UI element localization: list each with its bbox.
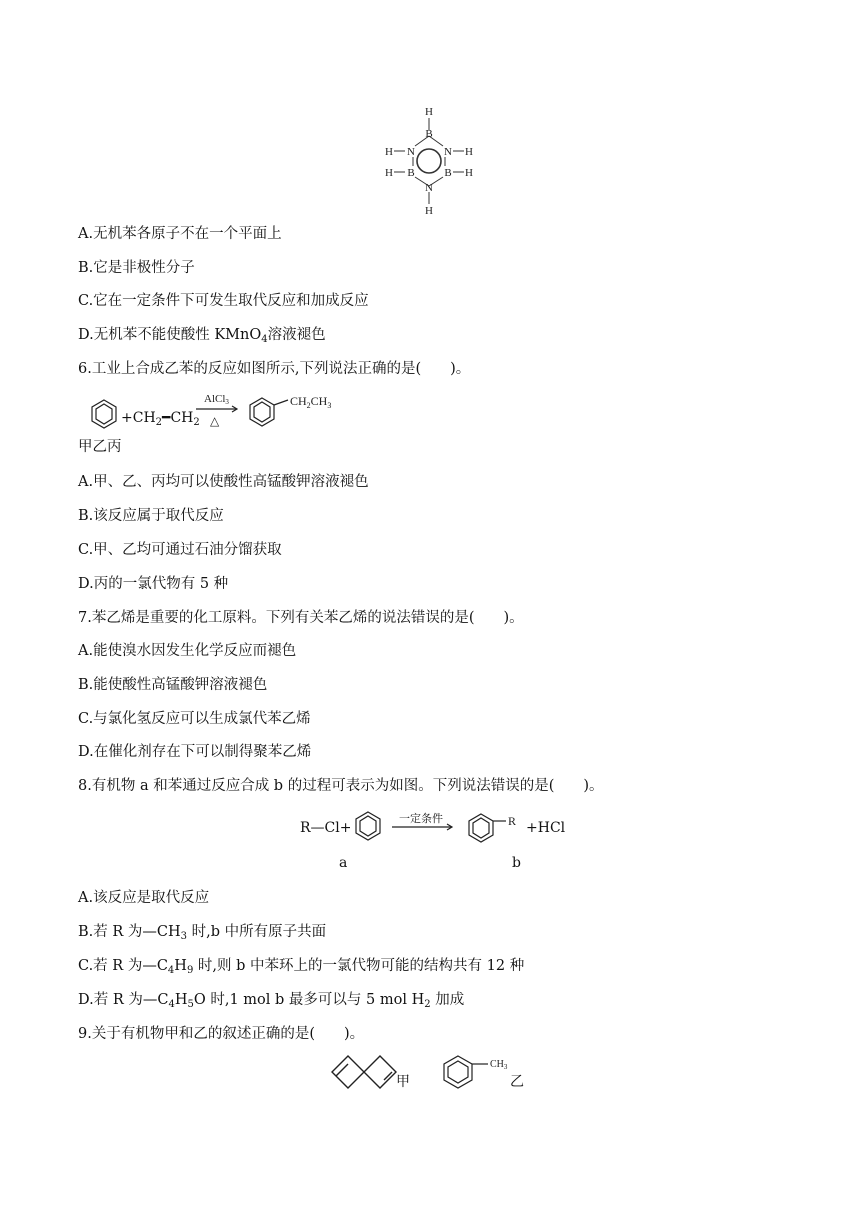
atom-n: N [425,182,433,194]
catalyst-label: AlCl3 [204,393,229,406]
q9-compound-jia [328,1052,412,1094]
product-r-group: R [508,814,517,828]
borazine-structure [378,102,482,218]
q6-option-c: C.甲、乙均可通过石油分馏获取 [78,542,282,558]
methyl-group: $CH_3$ [490,1059,508,1071]
q8-option-a: A.该反应是取代反应 [78,890,210,906]
product-ethyl-group: $CH_2CH_3$ [290,394,332,410]
q6-compound-labels: 甲乙丙 [78,439,122,455]
q9-compound-yi [436,1052,536,1096]
q8-byproduct: +HCl [526,820,566,836]
atom-h: H [425,106,433,118]
q9-stem: 9.关于有机物甲和乙的叙述正确的是( )。 [78,1026,365,1042]
atom-h: H [425,205,433,217]
atom-b: B [407,167,415,179]
q8-reaction-scheme [348,806,528,850]
q6-reaction-scheme [72,388,372,432]
q5-option-d: D.无机苯不能使酸性 KMnO$_4$溶液褪色 [78,327,326,345]
q7-option-c: C.与氯化氢反应可以生成氯代苯乙烯 [78,711,311,727]
q8-option-b: B.若 R 为$—CH_3$ 时,b 中所有原子共面 [78,924,327,942]
q7-option-a: A.能使溴水因发生化学反应而褪色 [78,643,297,659]
reaction-condition: 一定条件 [399,813,443,825]
label-yi: 乙 [510,1075,524,1090]
q5-option-a: A.无机苯各原子不在一个平面上 [78,226,282,242]
q6-option-b: B.该反应属于取代反应 [78,508,224,524]
q6-option-d: D.丙的一氯代物有 5 种 [78,576,229,592]
q5-option-b: B.它是非极性分子 [78,260,195,276]
label-jia: 甲 [396,1075,410,1090]
q8-stem: 8.有机物 a 和苯通过反应合成 b 的过程可表示为如图。下列说法错误的是( )。 [78,778,604,794]
q6-option-a: A.甲、乙、丙均可以使酸性高锰酸钾溶液褪色 [78,474,369,490]
atom-b: B [425,128,433,140]
q8-reactant: R—Cl+ [300,820,352,836]
q8-label-a: a [339,855,348,871]
q7-option-b: B.能使酸性高锰酸钾溶液褪色 [78,677,268,693]
atom-h: H [465,167,473,179]
atom-h: H [465,146,473,158]
q8-option-c: C.若 R 为$—C_4H_9$ 时,则 b 中苯环上的一氯代物可能的结构共有 12 种 [78,958,525,976]
atom-n: N [407,146,415,158]
atom-h: H [385,146,393,158]
atom-b: B [444,167,452,179]
heat-symbol: △ [210,414,220,428]
q8-option-d: D.若 R 为$—C_4H_5O$ 时,1 mol b 最多可以与 5 mol $H_2$ 加成 [78,992,465,1010]
q7-option-d: D.在催化剂存在下可以制得聚苯乙烯 [78,744,312,760]
atom-h: H [385,167,393,179]
q7-stem: 7.苯乙烯是重要的化工原料。下列有关苯乙烯的说法错误的是( )。 [78,610,524,626]
q5-option-c: C.它在一定条件下可发生取代反应和加成反应 [78,293,369,309]
q6-reagent-ethylene: $+CH_2━CH_2$ [121,410,200,428]
q6-stem: 6.工业上合成乙苯的反应如图所示,下列说法正确的是( )。 [78,361,471,377]
atom-n: N [444,146,452,158]
q8-label-b: b [512,855,521,871]
